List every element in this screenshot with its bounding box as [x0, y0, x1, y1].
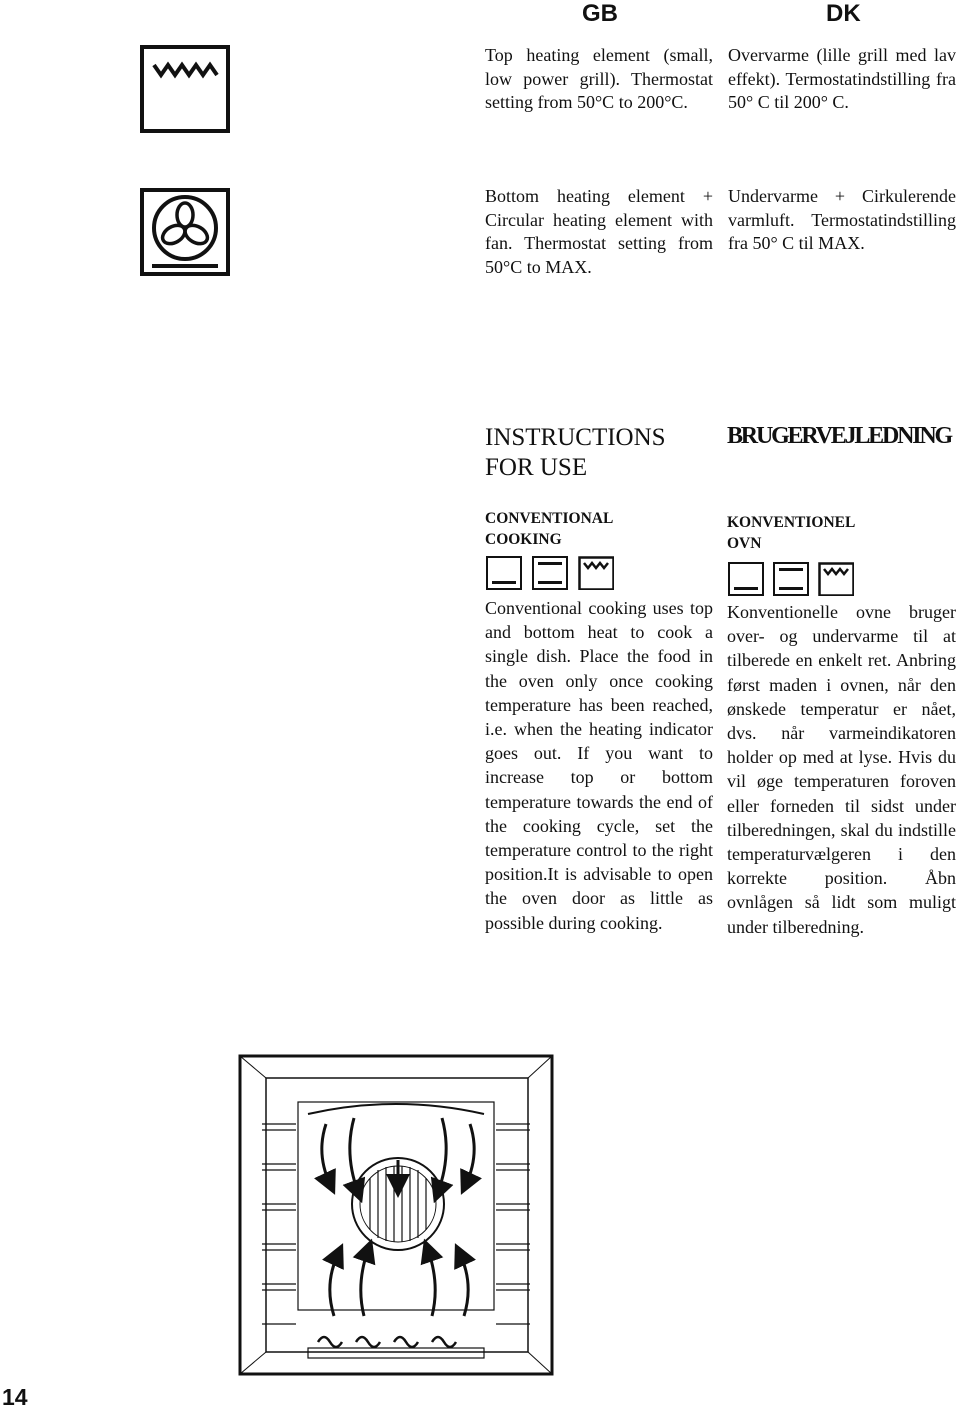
conventional-cooking-heading-dk: KONVENTIONEL OVN — [727, 514, 856, 552]
conventional-cooking-dk-text: Konventionelle ovne bruger over- og undervarme til at tilberede en enkelt ret. Anbring først maden i ovnen, når den ønskede temperatur er nået, dvs. når varmeindikatoren holder op med at lyse. Hvis du vil øge temperaturen foroven eller forneden til sidst under tilberedningen, skal du indstille temperaturvælgeren i den korrekte position. Åbn ovnlågen så lidt som muligt under tilberedning. — [727, 602, 956, 937]
top-heating-element-icon — [140, 45, 232, 133]
top-bottom-heat-symbol-icon — [532, 556, 568, 590]
oven-airflow-illustration — [238, 1054, 554, 1376]
conventional-cooking-gb-text: Conventional cooking uses top and bottom heat to cook a single dish. Place the food in the oven only once cooking temperature has been reached, i.e. when the heating indicator goes out. If you want to increase top or bottom temperature towards the end of the cooking cycle, set the temperature control to the right position.It is advisable to open the oven door as little as possible during cooking. — [485, 598, 713, 933]
mode-bottom-fan-gb-text: Bottom heating element + Circular heating element with fan. Thermostat setting from 50°C to MAX. — [485, 186, 713, 277]
top-bottom-heat-symbol-dk-icon — [773, 562, 809, 596]
bottom-heat-symbol-icon — [486, 556, 522, 590]
instructions-title-dk: BRUGERVEJLEDNING — [727, 423, 951, 449]
bottom-heating-fan-icon — [140, 188, 232, 276]
page-number: 14 — [2, 1384, 28, 1410]
mode-top-heating-dk-text: Overvarme (lille grill med lav effekt). Termostatindstilling fra 50° C til 200° C. — [728, 45, 956, 112]
mode-top-heating-gb-text: Top heating element (small, low power grill). Thermostat setting from 50°C to 200°C. — [485, 45, 713, 112]
grill-symbol-icon — [578, 556, 614, 590]
instructions-title-gb: INSTRUCTIONS FOR USE — [485, 424, 666, 481]
conventional-cooking-heading-gb: CONVENTIONAL COOKING — [485, 510, 614, 548]
grill-symbol-dk-icon — [818, 562, 854, 596]
bottom-heat-symbol-dk-icon — [728, 562, 764, 596]
dk-column-header: DK — [826, 0, 861, 27]
gb-column-header: GB — [582, 0, 618, 27]
mode-bottom-fan-dk-text: Undervarme + Cirkulerende varmluft. Termostatindstilling fra 50° C til MAX. — [728, 186, 956, 253]
